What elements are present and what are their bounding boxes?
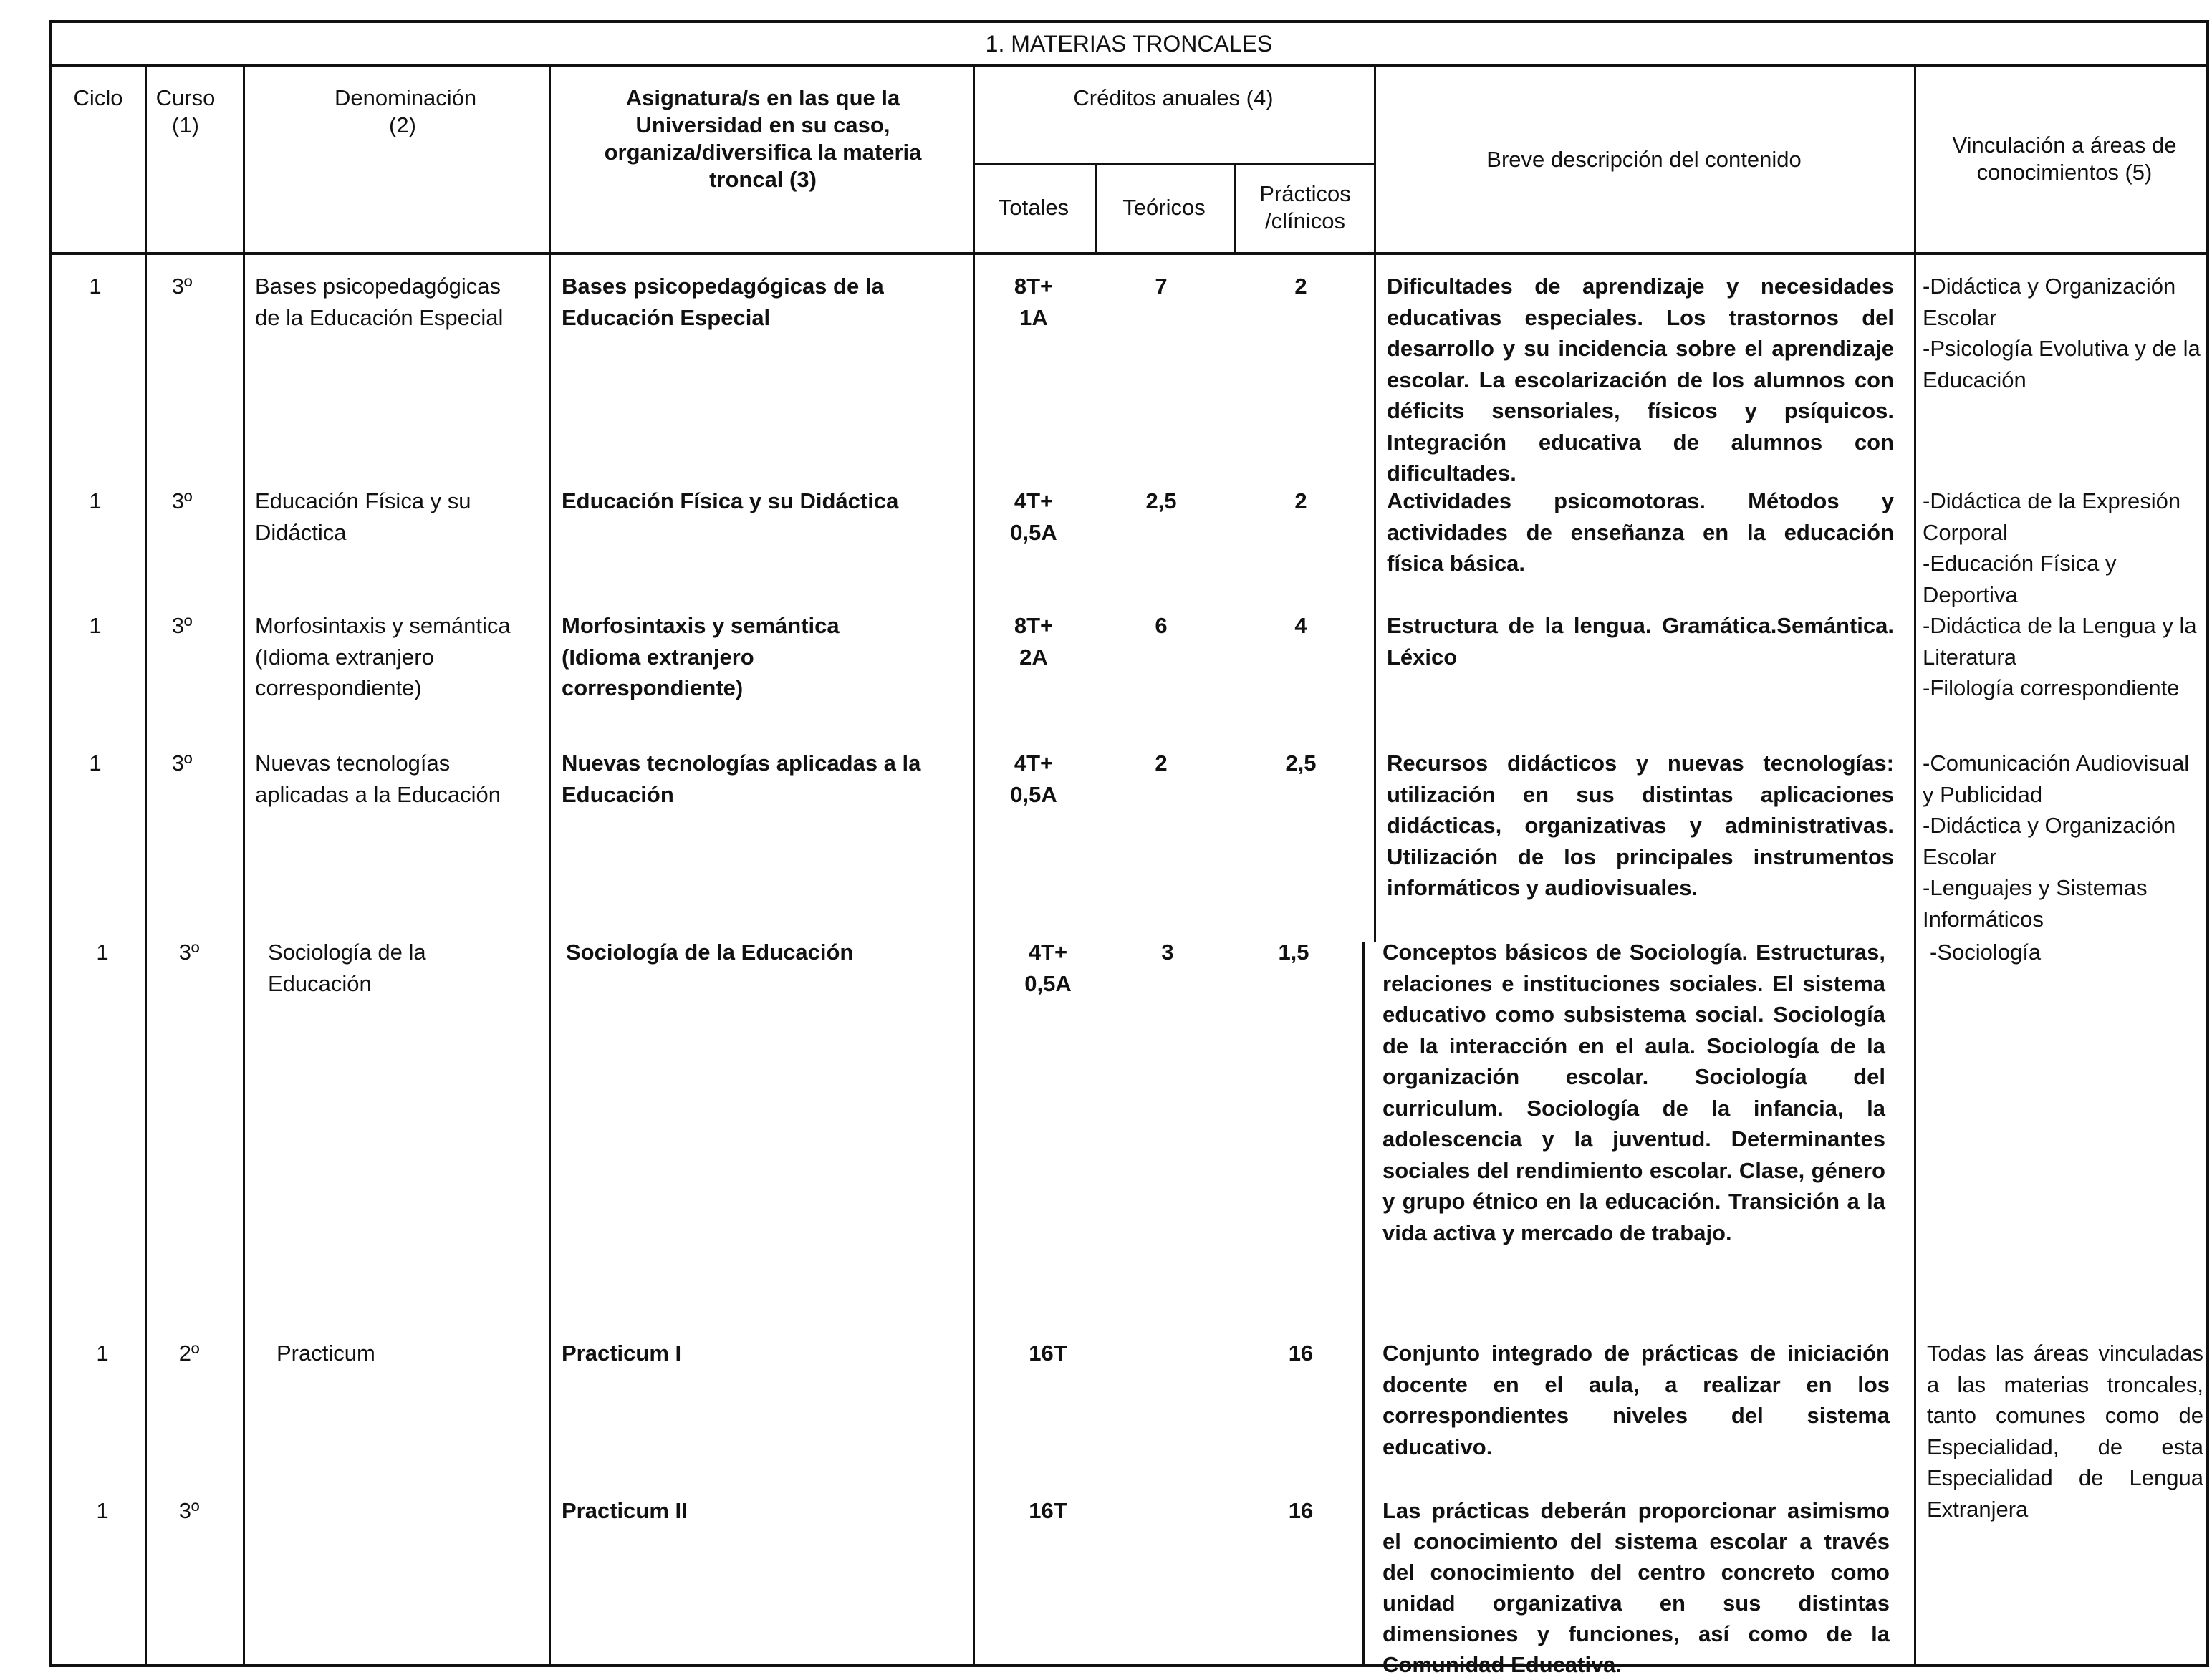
divider (973, 255, 975, 1664)
table-header (49, 67, 2209, 255)
divider (243, 255, 245, 1664)
cell-ciclo: 1 (89, 750, 102, 776)
divider (1374, 255, 1376, 942)
cell-curso: 2º (178, 1341, 200, 1366)
divider (1362, 942, 1365, 1664)
cell-descripcion: Actividades psicomotoras. Métodos y actividades de enseñanza en la educación física básica. (1387, 488, 1894, 576)
cell-vinculacion: -Comunicación Audiovisual y Publicidad -Didáctica y Organización Escolar -Lenguajes y Sistemas Informáticos (1923, 750, 2190, 932)
plan-table (49, 20, 2209, 1677)
divider (1914, 67, 1916, 252)
cell-vinculacion: -Sociología (1930, 940, 2042, 965)
header-vinculacion: Vinculación a áreas de conocimientos (5) (1952, 132, 2177, 185)
cell-ciclo: 1 (89, 613, 102, 638)
header-asignatura: Asignatura/s en las que la Universidad en su caso, organiza/diversifica la materia troncal (3) (604, 85, 922, 192)
cell-denominacion: Bases psicopedagógicas de la Educación Especial (255, 274, 504, 330)
cell-denominacion: Educación Física y su Didáctica (255, 488, 471, 545)
cell-totales: 16T (1029, 1498, 1067, 1523)
cell-asignatura: Practicum I (562, 1341, 682, 1366)
cell-ciclo: 1 (89, 488, 102, 513)
divider (549, 255, 551, 1664)
cell-denominacion: Morfosintaxis y semántica (Idioma extranjero correspondiente) (255, 613, 511, 700)
header-denominacion: Denominación (2) (335, 85, 477, 137)
cell-practicos: 2 (1294, 488, 1307, 513)
cell-curso: 3º (171, 613, 193, 638)
cell-curso: 3º (171, 750, 193, 776)
cell-denominacion: Nuevas tecnologías aplicadas a la Educación (255, 750, 501, 807)
cell-ciclo: 1 (89, 274, 102, 299)
cell-practicos: 16 (1288, 1341, 1314, 1366)
divider (1914, 255, 1916, 1664)
cell-asignatura: Bases psicopedagógicas de la Educación Especial (562, 274, 884, 330)
cell-descripcion: Las prácticas deberán proporcionar asimismo el conocimiento del sistema escolar a través del conocimiento del centro concreto como unidad organizativa en sus distintas dimensiones y funciones, así como de la Comunidad Educativa. (1382, 1498, 1890, 1677)
cell-totales: 16T (1029, 1341, 1067, 1366)
cell-practicos: 2 (1294, 274, 1307, 299)
cell-descripcion: Estructura de la lengua. Gramática.Semántica. Léxico (1387, 613, 1894, 670)
header-curso: Curso (1) (155, 85, 216, 137)
cell-totales: 4T+ 0,5A (1010, 750, 1057, 807)
header-practicos: Prácticos /clínicos (1259, 181, 1351, 233)
header-ciclo: Ciclo (73, 85, 123, 110)
cell-descripcion: Recursos didácticos y nuevas tecnologías: utilización en sus distintas aplicaciones didácticas, organizativas y administrativas. Utilización de los principales instrumentos informáticos y audiovisuales. (1387, 750, 1894, 900)
header-totales: Totales (998, 195, 1069, 220)
cell-denominacion: Practicum (276, 1341, 375, 1366)
cell-ciclo: 1 (96, 940, 109, 965)
cell-descripcion: Conceptos básicos de Sociología. Estructuras, relaciones e instituciones sociales. El sistema educativo como subsistema social. Sociología de la interacción en el aula. Sociología de la organización escolar. Sociología del curriculum. Sociología de la infancia, la adolescencia y la juventud. Determinantes sociales del rendimiento escolar. Clase, género y grupo étnico en la educación. Transición a la vida activa y mercado de trabajo. (1382, 940, 1885, 1245)
cell-practicos: 1,5 (1278, 940, 1309, 965)
cell-practicos: 2,5 (1285, 750, 1317, 776)
table-title: 1. MATERIAS TRONCALES (49, 20, 2209, 67)
cell-vinculacion: -Didáctica de la Lengua y la Literatura -Filología correspondiente (1923, 613, 2197, 700)
cell-totales: 4T+ 0,5A (1010, 488, 1057, 545)
cell-curso: 3º (178, 940, 200, 965)
cell-ciclo: 1 (96, 1498, 109, 1523)
cell-asignatura: Educación Física y su Didáctica (562, 488, 899, 513)
cell-practicos: 4 (1294, 613, 1307, 638)
cell-vinculacion: -Didáctica de la Expresión Corporal -Educación Física y Deportiva (1923, 488, 2181, 607)
header-creditos: Créditos anuales (4) (1073, 85, 1274, 110)
header-teoricos: Teóricos (1122, 195, 1206, 220)
cell-teoricos: 2 (1155, 750, 1168, 776)
cell-vinculacion: Todas las áreas vinculadas a las materias troncales, tanto comunes como de Especialidad, de esta Especialidad de Lengua Extranjera (1927, 1341, 2203, 1522)
cell-curso: 3º (171, 274, 193, 299)
cell-totales: 8T+ 2A (1014, 613, 1054, 670)
cell-descripcion: Conjunto integrado de prácticas de iniciación docente en el aula, a realizar en los correspondientes niveles del sistema educativo. (1382, 1341, 1890, 1459)
cell-teoricos: 7 (1155, 274, 1168, 299)
cell-asignatura: Nuevas tecnologías aplicadas a la Educación (562, 750, 921, 807)
cell-teoricos: 2,5 (1145, 488, 1177, 513)
cell-teoricos: 3 (1161, 940, 1174, 965)
cell-descripcion: Dificultades de aprendizaje y necesidades educativas especiales. Los trastornos del desarrollo y su incidencia sobre el aprendizaje escolar. La escolarización de los alumnos con déficits sensoriales, físicos y psíquicos. Integración educativa de alumnos con dificultades. (1387, 274, 1894, 486)
cell-teoricos: 6 (1155, 613, 1168, 638)
cell-denominacion: Sociología de la Educación (268, 940, 426, 996)
divider (243, 67, 245, 252)
header-descripcion: Breve descripción del contenido (1486, 147, 1802, 172)
divider (1234, 163, 1236, 252)
cell-asignatura: Sociología de la Educación (566, 940, 854, 965)
cell-vinculacion: -Didáctica y Organización Escolar -Psicología Evolutiva y de la Educación (1923, 274, 2201, 392)
cell-practicos: 16 (1288, 1498, 1314, 1523)
divider (549, 67, 551, 252)
cell-curso: 3º (171, 488, 193, 513)
cell-asignatura: Practicum II (562, 1498, 688, 1523)
cell-curso: 3º (178, 1498, 200, 1523)
cell-totales: 8T+ 1A (1014, 274, 1054, 330)
cell-asignatura: Morfosintaxis y semántica (Idioma extranjero correspondiente) (562, 613, 840, 700)
cell-ciclo: 1 (96, 1341, 109, 1366)
cell-totales: 4T+ 0,5A (1024, 940, 1072, 996)
